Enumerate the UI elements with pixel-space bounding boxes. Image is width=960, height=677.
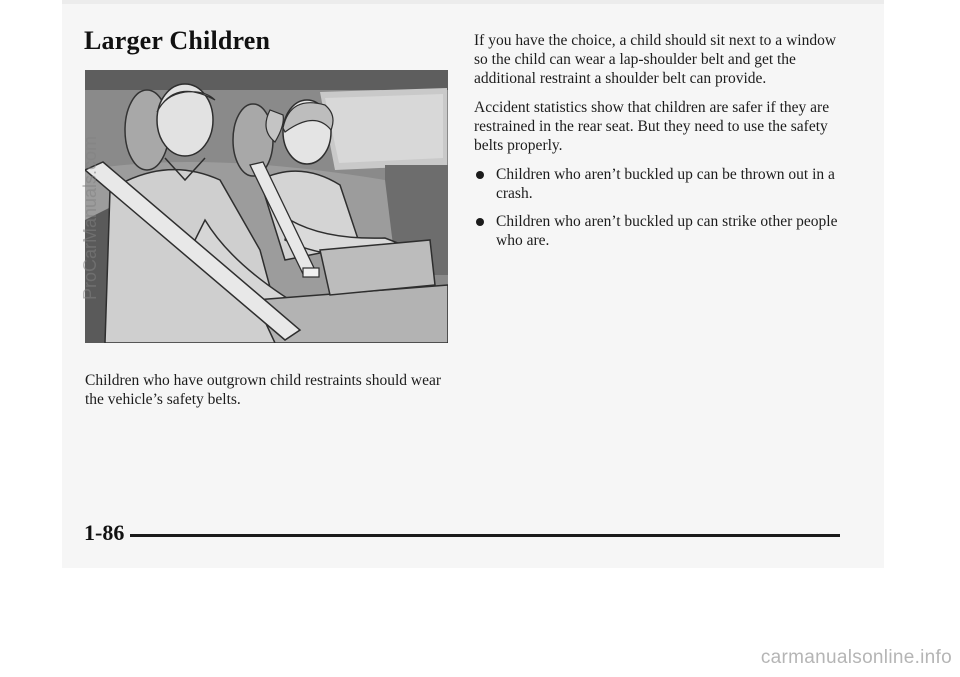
children-seatbelt-illustration: [85, 70, 448, 343]
site-footer-text: carmanualsonline.info: [760, 647, 952, 668]
body-text-column: [474, 31, 839, 259]
list-item-text: Children who aren’t buckled up can be thrown out in a crash.: [496, 166, 835, 202]
page-number: 1-86: [84, 520, 125, 545]
bullet-icon: [476, 171, 484, 179]
illustration-caption: Children who have outgrown child restraints should wear the vehicle’s safety belts.: [85, 372, 441, 408]
page-top-edge: [62, 0, 884, 4]
list-item-text: Children who aren’t buckled up can strike other people who are.: [496, 213, 838, 249]
paragraph: Accident statistics show that children are safer if they are restrained in the rear seat. But they need to use the safety belts properly.: [474, 99, 830, 154]
list-item: [474, 165, 839, 203]
page-footer: [84, 520, 844, 550]
footer-rule: [130, 534, 840, 537]
list-item: [474, 212, 839, 250]
bullet-list: [474, 165, 839, 250]
bullet-icon: [476, 218, 484, 226]
watermark: ProCarManuals.com: [80, 135, 100, 300]
illustration-drawing: [85, 70, 448, 343]
section-heading: Larger Children: [84, 26, 271, 55]
paragraph: If you have the choice, a child should sit next to a window so the child can wear a lap-shoulder belt and get the additional restraint a shoulder belt can provide.: [474, 32, 837, 87]
